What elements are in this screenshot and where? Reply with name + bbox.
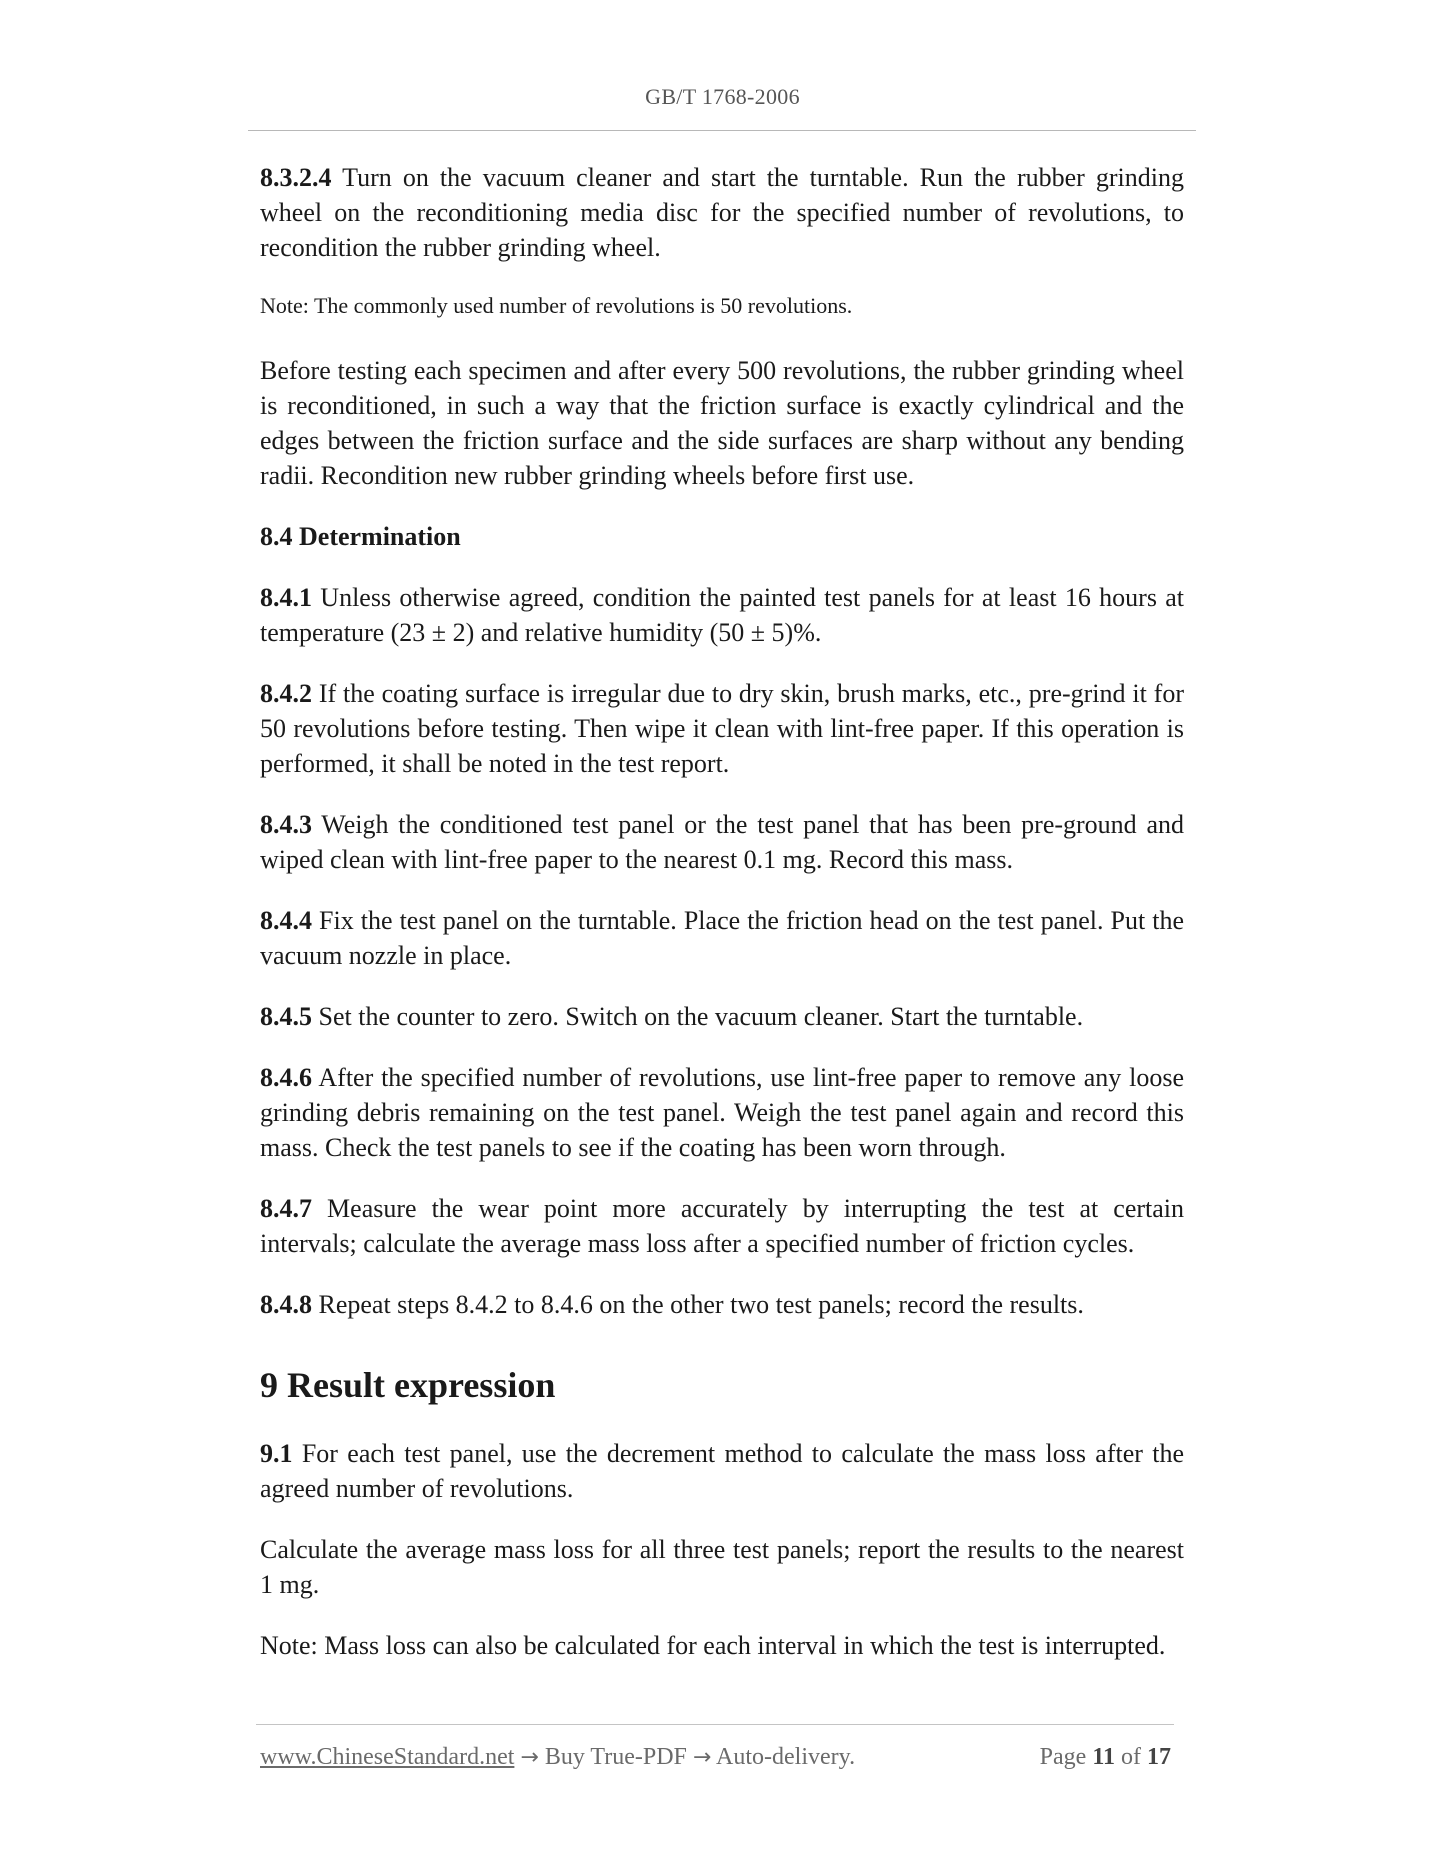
clause-number: 8.4.8 xyxy=(260,1290,312,1319)
note-revolutions: Note: The commonly used number of revolutions is 50 revolutions. xyxy=(260,293,853,318)
paragraph-8-4-7 xyxy=(260,1191,1184,1261)
clause-number: 8.3.2.4 xyxy=(260,163,332,192)
total-page-count: 17 xyxy=(1147,1744,1171,1770)
paragraph-average-mass-loss: Calculate the average mass loss for all three test panels; report the results to the nearest 1 mg. xyxy=(260,1535,1184,1599)
clause-number: 8.4.3 xyxy=(260,810,312,839)
clause-text: Set the counter to zero. Switch on the vacuum cleaner. Start the turntable. xyxy=(312,1002,1084,1031)
clause-text: After the specified number of revolutions, use lint-free paper to remove any loose grinding debris remaining on the test panel. Weigh the test panel again and record this mass. Check the test panels to see if the coating has been worn through. xyxy=(260,1063,1184,1162)
document-body xyxy=(260,160,1184,1689)
clause-number: 8.4.7 xyxy=(260,1194,312,1223)
clause-text: Measure the wear point more accurately by interrupting the test at certain intervals; calculate the average mass loss after a specified number of friction cycles. xyxy=(260,1194,1184,1258)
paragraph-8-4-8 xyxy=(260,1287,1184,1322)
footer-divider xyxy=(256,1724,1174,1725)
section-heading-9: 9 Result expression xyxy=(260,1365,556,1405)
paragraph-8-4-6 xyxy=(260,1060,1184,1165)
buy-true-pdf-text: Buy True-PDF xyxy=(538,1744,693,1770)
clause-text: Repeat steps 8.4.2 to 8.4.6 on the other two test panels; record the results. xyxy=(312,1290,1084,1319)
arrow-right-icon: → xyxy=(520,1745,539,1770)
clause-text: Turn on the vacuum cleaner and start the turntable. Run the rubber grinding wheel on the reconditioning media disc for the specified number of revolutions, to recondition the rubber grinding wheel. xyxy=(260,163,1184,262)
page-label: Page xyxy=(1039,1744,1093,1770)
paragraph-8-4-2 xyxy=(260,676,1184,781)
footer-promo xyxy=(260,1744,855,1771)
paragraph-8-3-2-4 xyxy=(260,160,1184,265)
note-mass-loss-interval: Note: Mass loss can also be calculated for each interval in which the test is interrupted. xyxy=(260,1631,1166,1660)
clause-number: 8.4.1 xyxy=(260,583,312,612)
clause-text: Fix the test panel on the turntable. Place the friction head on the test panel. Put the vacuum nozzle in place. xyxy=(260,906,1184,970)
website-link[interactable]: www.ChineseStandard.net xyxy=(260,1744,515,1770)
auto-delivery-text: Auto-delivery. xyxy=(711,1744,856,1770)
clause-text: If the coating surface is irregular due to dry skin, brush marks, etc., pre-grind it for 50 revolutions before testing. Then wipe it clean with lint-free paper. If this operation is performed, it shall be noted in the test report. xyxy=(260,679,1184,778)
clause-number: 9.1 xyxy=(260,1439,293,1468)
paragraph-8-4-5 xyxy=(260,999,1184,1034)
arrow-right-icon: → xyxy=(692,1745,712,1770)
clause-text: For each test panel, use the decrement method to calculate the mass loss after the agreed number of revolutions. xyxy=(260,1439,1184,1503)
subsection-heading-8-4: 8.4 Determination xyxy=(260,522,461,551)
clause-text: Unless otherwise agreed, condition the painted test panels for at least 16 hours at temperature (23 ± 2) and relative humidity (50 ± 5)%. xyxy=(260,583,1184,647)
page-header-title: GB/T 1768-2006 xyxy=(645,84,800,109)
paragraph-8-4-1 xyxy=(260,580,1184,650)
clause-number: 8.4.4 xyxy=(260,906,312,935)
clause-text: Weigh the conditioned test panel or the test panel that has been pre-ground and wiped clean with lint-free paper to the nearest 0.1 mg. Record this mass. xyxy=(260,810,1184,874)
current-page-number: 11 xyxy=(1092,1744,1115,1770)
paragraph-8-4-3 xyxy=(260,807,1184,877)
page-indicator xyxy=(1040,1744,1171,1771)
clause-number: 8.4.2 xyxy=(260,679,312,708)
of-label: of xyxy=(1115,1744,1147,1770)
paragraph-9-1 xyxy=(260,1436,1184,1506)
clause-number: 8.4.5 xyxy=(260,1002,312,1031)
clause-number: 8.4.6 xyxy=(260,1063,312,1092)
paragraph-8-4-4 xyxy=(260,903,1184,973)
header-divider xyxy=(248,130,1196,131)
paragraph-recondition: Before testing each specimen and after every 500 revolutions, the rubber grinding wheel is reconditioned, in such a way that the friction surface is exactly cylindrical and the edges between the friction surface and the side surfaces are sharp without any bending radii. Recondition new rubber grinding wheels before first use. xyxy=(260,356,1184,490)
